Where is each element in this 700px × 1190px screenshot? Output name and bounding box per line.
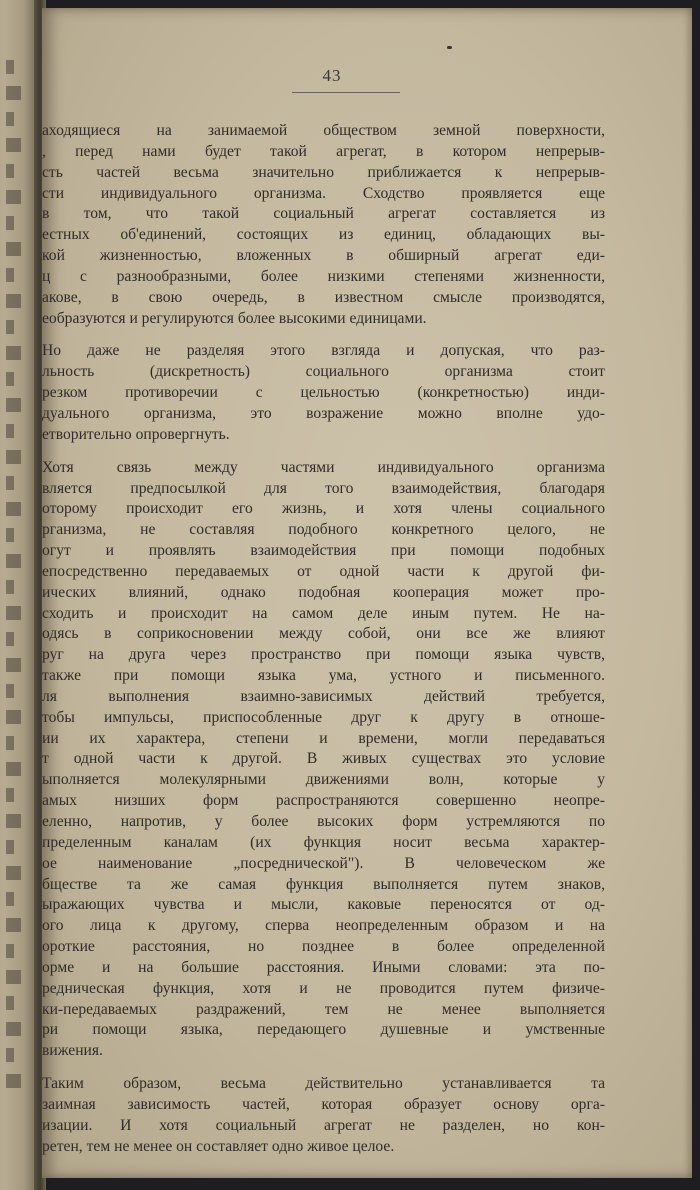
text-line: резком противоречии с цельностью (конкретностью) инди- [42,384,605,402]
text-line: ыражающих чувства и мысли, каковые переносятся от од- [42,896,605,914]
text-line: руг на друга через пространство при помощи языка чувств, [42,646,605,664]
text-line: также при помощи языка ума, устного и письменного. [42,667,605,685]
facing-page-text-fragment [6,476,14,490]
facing-page-text-fragment [6,970,21,984]
text-line: кой жизненностью, вложенных в обширный агрегат еди- [42,247,605,265]
text-line: амых низших форм распространяются совершенно неопре- [42,792,605,810]
text-line: огут и проявлять взаимодействия при помощи подобных [42,542,605,560]
facing-page-text-fragment [6,502,21,516]
facing-page-text-fragment [6,684,14,698]
paragraph-gap [42,446,605,458]
facing-page-text-fragment [6,710,21,724]
facing-page-text-fragment [6,372,14,386]
facing-page-text-fragment [6,814,21,828]
facing-page-text-fragment [6,632,14,646]
text-line: ое наименование „посреднической"). В человеческом же [42,854,605,872]
text-line: редническая функция, хотя и не проводится путем физиче- [42,979,605,997]
text-line: акове, в свою очередь, в известном смысле производятся, [42,288,605,306]
text-line: сть частей весьма значительно приближается к непрерыв- [42,163,605,181]
text-line: естных об'единений, состоящих из единиц, обладающих вы- [42,226,605,244]
text-line: в том, что такой социальный агрегат составляется из [42,205,605,223]
facing-page-text-fragment [6,528,14,542]
paragraph [42,341,605,445]
text-line: ки-передаваемых раздражений, тем не менее выполняется [42,1000,605,1018]
text-line: еленно, напротив, у более высоких форм устремляются по [42,813,605,830]
facing-page-text-fragment [6,138,21,152]
text-line: аходящиеся на занимаемой обществом земной поверхности, [42,122,605,139]
paragraph [42,458,605,1062]
text-line: тобы импульсы, приспособленные друг к другу в отноше- [42,708,605,726]
facing-page-text-fragment [6,866,21,880]
facing-page-text-fragment [6,1048,14,1062]
text-line: етворительно опровергнуть. [42,425,230,443]
facing-page-text-fragment [6,268,14,282]
text-line: льность (дискретность) социального организма стоит [42,363,605,381]
text-line: Но даже не разделяя этого взгляда и допуская, что раз- [42,342,605,360]
text-line: сти индивидуального организма. Сходство проявляется еще [42,184,605,202]
text-line: ого лица к другому, сперва неопределенным образом и на [42,917,605,935]
facing-page-text-fragment [6,164,14,178]
text-line: сходить и происходит на самом деле иным путем. Не на- [42,604,605,622]
facing-page-text-fragment [6,346,21,360]
facing-page-text-fragment [6,1022,21,1036]
text-line: ороткие расстояния, но позднее в более определенной [42,938,605,956]
facing-page-text-fragment [6,112,14,126]
text-line: ля выполнения взаимно-зависимых действий требуется, [42,687,605,705]
book-page [42,8,692,1178]
facing-page-text-fragment [6,320,14,334]
text-line: епосредственно передаваемых от одной части к другой фи- [42,562,605,580]
facing-page-text-fragment [6,450,21,464]
facing-page-text-fragment [6,554,21,568]
facing-page-text-fragment [6,294,21,308]
page-number: 43 [322,66,342,85]
page-speck [447,46,452,49]
text-line: еобразуются и регулируются более высокими единицами. [42,309,427,327]
header-rule [292,92,400,93]
text-line: ыполняется молекулярными движениями волн, которые у [42,771,605,789]
facing-page-text-fragment [6,658,21,672]
text-line: Хотя связь между частями индивидуального организма [42,458,605,476]
text-line: вижения. [42,1042,103,1060]
facing-page-text-fragment [6,606,21,620]
facing-page-text-fragment [6,918,21,932]
facing-page-text-fragment [6,242,21,256]
facing-page-text-fragment [6,996,14,1010]
text-line: вляется предпосылкой для того взаимодействия, благодаря [42,479,605,497]
text-line: рганизма, не составляя подобного конкретного целого, не [42,521,605,539]
page-body-text [42,121,605,1158]
text-line: ических влияний, однако подобная кооперация может про- [42,583,605,601]
paragraph [42,1074,605,1157]
text-line: ии их характера, степени и времени, могли передаваться [42,729,605,747]
text-line: ретен, тем не менее он составляет одно живое целое. [42,1137,395,1155]
text-line: оторому происходит его жизнь, и хотя члены социального [42,500,605,518]
facing-page-text-fragment [6,788,14,802]
text-line: , перед нами будет такой агрегат, в котором непрерыв- [42,142,605,160]
facing-page-text-fragment [6,60,14,74]
text-line: т одной части к другой. В живых существах это условие [42,750,605,768]
text-line: одясь в соприкосновении между собой, они все же влияют [42,625,605,643]
text-line: дуального организма, это возражение можно вполне удо- [42,404,605,422]
facing-page-text-fragment [6,736,14,750]
text-line: ри помощи языка, передающего душевные и умственные [42,1021,605,1039]
facing-page-text-fragment [6,190,21,204]
facing-page-text-fragment [6,892,14,906]
text-line: Таким образом, весьма действительно устанавливается та [42,1075,605,1093]
text-line: заимная зависимость частей, которая образует основу орга- [42,1095,605,1113]
paragraph-gap [42,329,605,341]
facing-page-text-fragment [6,944,14,958]
text-line: изации. И хотя социальный агрегат не разделен, но кон- [42,1116,605,1134]
facing-page-text-fragment [6,580,14,594]
facing-page-text-fragment [6,762,21,776]
text-line: ц с разнообразными, более низкими степенями жизненности, [42,267,605,285]
paragraph-gap [42,1062,605,1074]
facing-page-text-fragment [6,840,14,854]
text-line: бществе та же самая функция выполняется путем знаков, [42,875,605,893]
facing-page-text-fragment [6,398,21,412]
text-line: орме и на большие расстояния. Иными словами: эта по- [42,958,605,976]
text-line: пределенным каналам (их функция носит весьма характер- [42,833,605,851]
facing-page-text-fragment [6,424,14,438]
facing-page-text-fragment [6,86,21,100]
paragraph [42,121,605,329]
facing-page-text-fragment [6,1074,21,1088]
facing-page-text-fragment [6,216,14,230]
